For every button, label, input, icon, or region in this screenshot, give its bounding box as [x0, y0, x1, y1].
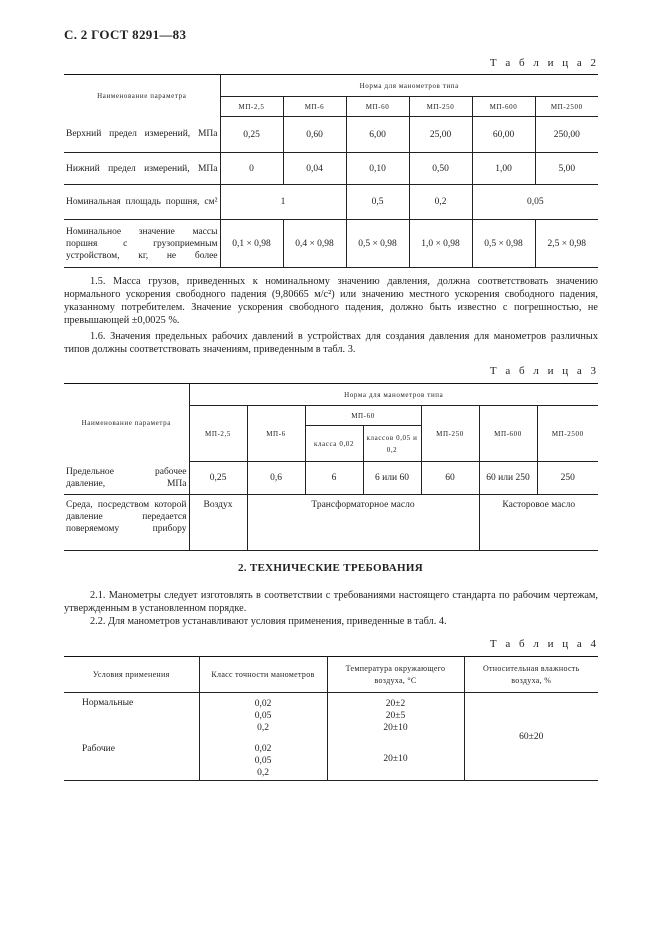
- table3: [64, 383, 598, 551]
- table4-cond: Нормальные: [64, 693, 199, 739]
- table3-type: МП-250: [421, 406, 479, 462]
- temp-value: 20±10: [383, 723, 408, 733]
- table-row: [64, 220, 598, 268]
- table2-cell: 60,00: [472, 117, 535, 153]
- table3-caption: Т а б л и ц а 3: [489, 365, 599, 377]
- table3-cell: 6 или 60: [363, 462, 421, 495]
- table4-header: Класс точности манометров: [199, 657, 327, 693]
- paragraph-1-5: 1.5. Масса грузов, приведенных к номинальному значению давления, должна соответствовать значению нормального ускорения свободного падения (9,80665 м/с²) или значению местного ускорения свободного падения, указанному потребителем. Значение ускорения свободного падения, должно быть известно с погрешностью, не превышающей ±0,0025 %.: [64, 276, 598, 326]
- table2-cell: 0,5: [346, 185, 409, 220]
- class-value: 0,02: [254, 699, 272, 709]
- table4-cond: Рабочие: [64, 739, 199, 781]
- table3-cell: 0,6: [247, 462, 305, 495]
- table2-cell: 0,5 × 0,98: [346, 220, 409, 268]
- class-value: 0,05: [254, 711, 272, 721]
- paragraph-1-6: 1.6. Значения предельных рабочих давлений в устройствах для создания давления для манометров различных типов должны соответствовать значениям, приведенным в табл. 3.: [64, 331, 598, 355]
- table2-cell: 0,2: [409, 185, 472, 220]
- table2-cell: 1,00: [472, 153, 535, 185]
- table-row: [64, 495, 598, 551]
- table3-cell: Воздух: [189, 495, 247, 551]
- table2-cell: 0,1 × 0,98: [220, 220, 283, 268]
- table2-row-name: Нижний предел измерений, МПа: [64, 153, 220, 185]
- table3-type: МП-2500: [537, 406, 598, 462]
- temp-value: 20±2: [385, 699, 406, 709]
- table2-cell: 0,25: [220, 117, 283, 153]
- table4-temps: [327, 739, 464, 781]
- table3-cell: 0,25: [189, 462, 247, 495]
- table3-cell: 6: [305, 462, 363, 495]
- table4-header: Условия применения: [64, 657, 199, 693]
- table4-caption: Т а б л и ц а 4: [489, 638, 599, 650]
- table4-temps: [327, 693, 464, 739]
- table2-type: МП-250: [409, 97, 472, 117]
- table2-cell: 0,60: [283, 117, 346, 153]
- table2-cell: 0,5 × 0,98: [472, 220, 535, 268]
- table2-norm-header: Норма для манометров типа: [220, 75, 598, 97]
- paragraph-2-2: 2.2. Для манометров устанавливают условия применения, приведенные в табл. 4.: [90, 616, 447, 627]
- table-row: [64, 693, 598, 739]
- table3-cell: Трансформаторное масло: [247, 495, 479, 551]
- table-row: [64, 117, 598, 153]
- table2-cell: 1,0 × 0,98: [409, 220, 472, 268]
- table3-subtype: классов 0,05 и 0,2: [363, 426, 421, 462]
- table4-header: Относительная влажность воздуха, %: [464, 657, 598, 693]
- table2-cell: 0: [220, 153, 283, 185]
- table3-cell: Касторовое масло: [479, 495, 598, 551]
- table2-cell: 2,5 × 0,98: [535, 220, 598, 268]
- table-row: [64, 462, 598, 495]
- table-row: [64, 185, 598, 220]
- table2-cell: 0,10: [346, 153, 409, 185]
- table2-type: МП-600: [472, 97, 535, 117]
- page-header: С. 2 ГОСТ 8291—83: [64, 27, 187, 42]
- table3-type: МП-600: [479, 406, 537, 462]
- table3-type: МП-2,5: [189, 406, 247, 462]
- table2-cell: 25,00: [409, 117, 472, 153]
- class-value: 0,02: [254, 743, 272, 754]
- table2-cell: 250,00: [535, 117, 598, 153]
- table3-row-name: Среда, посредством которой давление передается поверяемому прибору: [64, 495, 189, 551]
- temp-value: 20±5: [385, 711, 406, 721]
- table2-type: МП-2,5: [220, 97, 283, 117]
- table2-type: МП-2500: [535, 97, 598, 117]
- class-value: 0,05: [254, 755, 272, 766]
- section-2-title: 2. ТЕХНИЧЕСКИЕ ТРЕБОВАНИЯ: [238, 562, 423, 574]
- table3-param-header: Наименование параметра: [64, 384, 189, 462]
- temp-value: 20±10: [383, 754, 408, 765]
- table4-classes: [199, 693, 327, 739]
- table3-cell: 250: [537, 462, 598, 495]
- table3-row-name: Предельное рабочее давление, МПа: [64, 462, 189, 495]
- paragraph-2-1: 2.1. Манометры следует изготовлять в соответствии с требованиями настоящего стандарта по рабочим чертежам, утвержденным в установленном порядке.: [64, 590, 598, 614]
- table3-cell: 60: [421, 462, 479, 495]
- table3-type: МП-60: [305, 406, 421, 426]
- table2-cell: 0,50: [409, 153, 472, 185]
- table2-row-name: Верхний предел измерений, МПа: [64, 117, 220, 153]
- table4-humidity: 60±20: [464, 693, 598, 781]
- table2-cell: 5,00: [535, 153, 598, 185]
- table3-subtype: класса 0,02: [305, 426, 363, 462]
- table2-caption: Т а б л и ц а 2: [489, 57, 599, 69]
- table2-cell: 1: [220, 185, 346, 220]
- class-value: 0,2: [257, 723, 269, 733]
- table2-type: МП-6: [283, 97, 346, 117]
- table2-cell: 0,4 × 0,98: [283, 220, 346, 268]
- table2-cell: 6,00: [346, 117, 409, 153]
- table2-param-header: Наименование параметра: [64, 75, 220, 117]
- table4-header: Температура окружающего воздуха, °С: [327, 657, 464, 693]
- table2-type: МП-60: [346, 97, 409, 117]
- table3-cell: 60 или 250: [479, 462, 537, 495]
- class-value: 0,2: [257, 767, 269, 778]
- table4: [64, 656, 598, 781]
- table2: [64, 74, 598, 268]
- table2-cell: 0,05: [472, 185, 598, 220]
- table3-norm-header: Норма для манометров типа: [189, 384, 598, 406]
- table3-type: МП-6: [247, 406, 305, 462]
- table4-classes: [199, 739, 327, 781]
- table2-cell: 0,04: [283, 153, 346, 185]
- table2-row-name: Номинальное значение массы поршня с грузоприемным устройством, кг, не более: [64, 220, 220, 268]
- table-row: [64, 153, 598, 185]
- table2-row-name: Номинальная площадь поршня, см²: [64, 185, 220, 220]
